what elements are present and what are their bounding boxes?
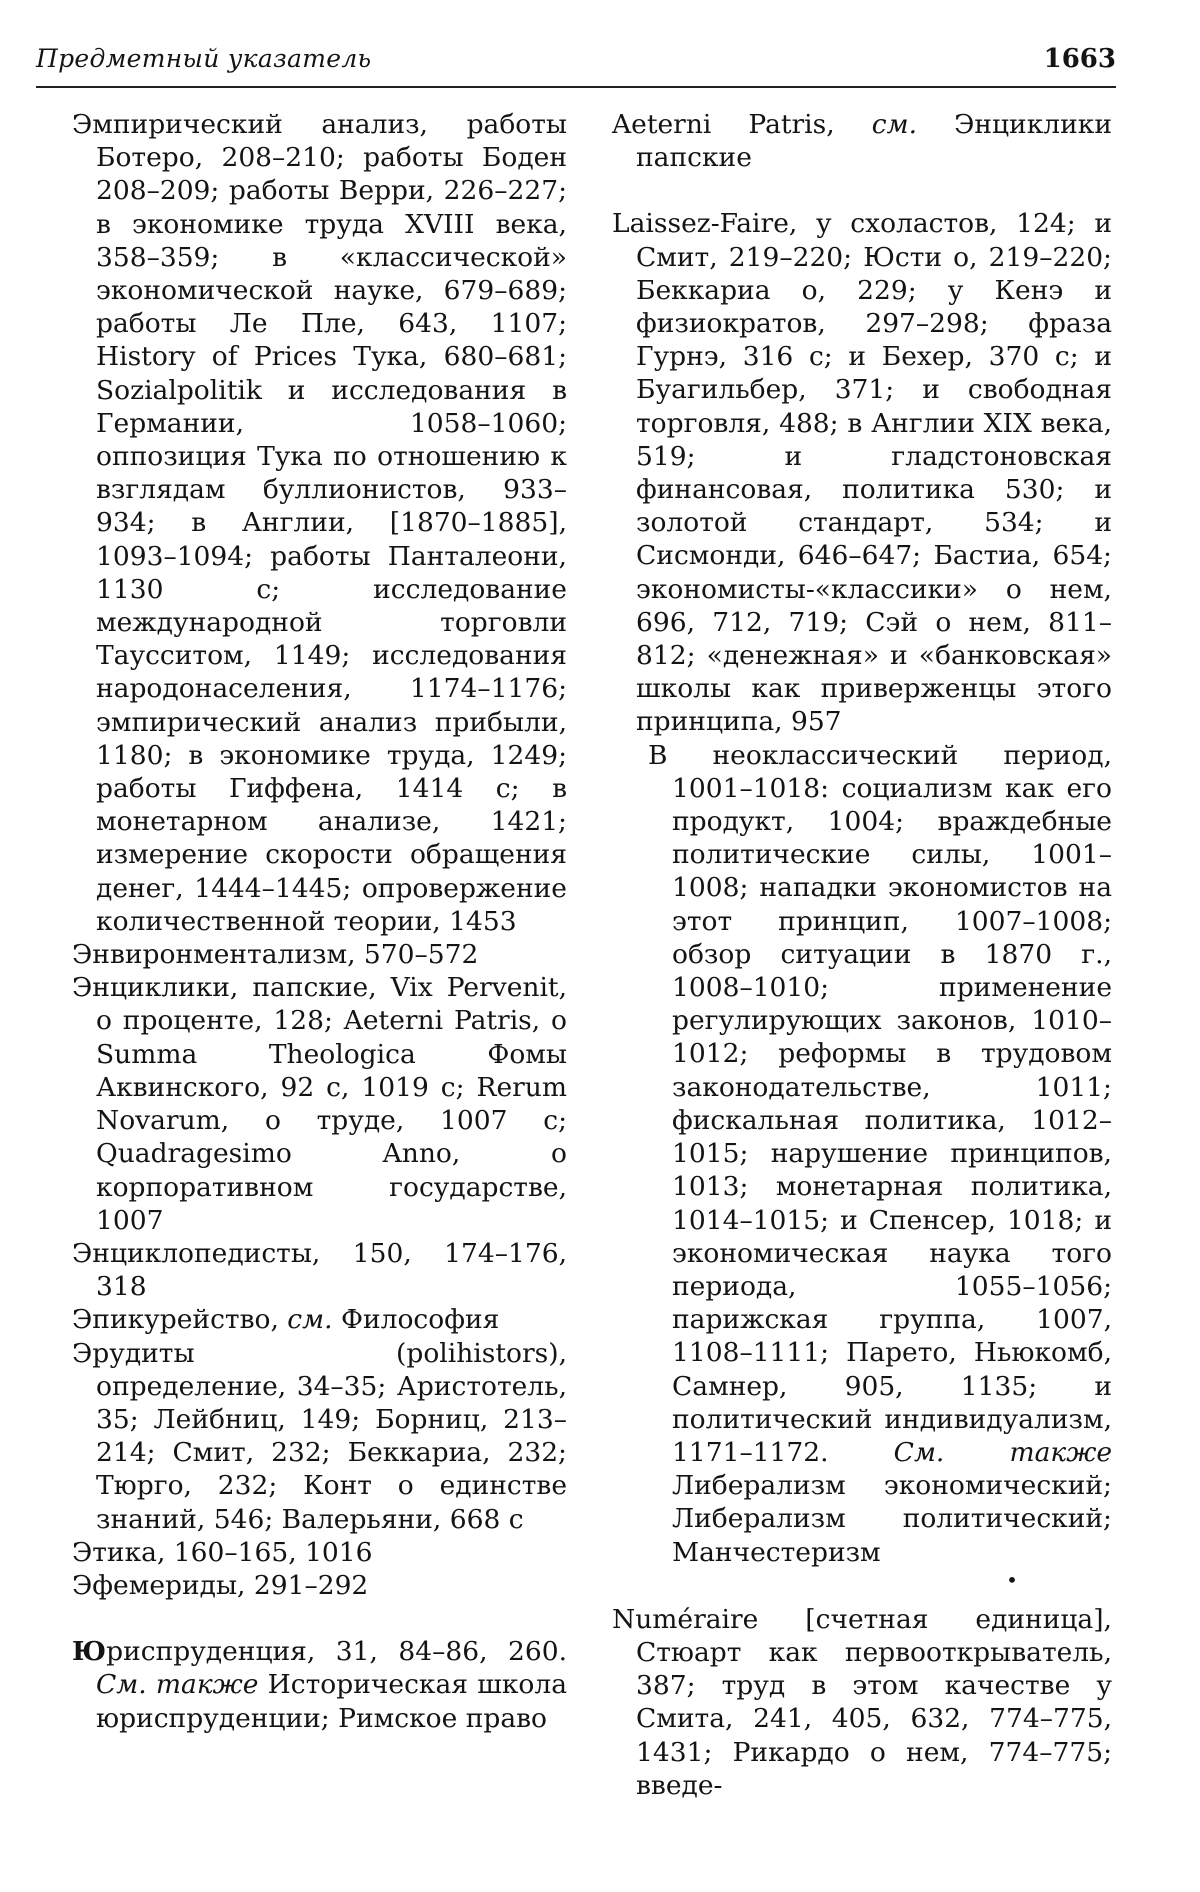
page-number: 1663 [1044, 44, 1116, 74]
running-header [36, 40, 1116, 90]
index-entry-environmentalism: Энвиронментализм, 570–572 [72, 938, 567, 971]
index-entry-empirical-analysis: Эмпирический анализ, работы Ботеро, 208–210; работы Боден 208–209; работы Верри, 226–227; в экономике труда XVIII века, 358–359; в «классической» экономической науке, 679–689; работы Ле Пле, 643, 1107; History of Prices Тука, 680–681; Sozialpolitik и исследования в Германии, 1058–1060; оппозиция Тука по отношению к взглядам буллионистов, 933–934; в Англии, [1870–1885], 1093–1094; работы Панталеони, 1130 с; исследование международной торговли Таусситом, 1149; исследования народонаселения, 1174–1176; эмпирический анализ прибыли, 1180; в экономике труда, 1249; работы Гиффена, 1414 с; в монетарном анализе, 1421; измерение скорости обращения денег, 1444–1445; опровержение количественной теории, 1453 [72, 108, 567, 938]
index-entry-epicureanism [72, 1303, 567, 1336]
cross-reference-target: Либерализм экономический; Либерализм политический; Манчестеризм [672, 1470, 1112, 1567]
index-entry-aeterni-patris [612, 108, 1112, 174]
section-initial-letter: Ю [72, 1636, 106, 1667]
cross-reference-marker: См. также [96, 1669, 258, 1700]
index-entry-ethics: Этика, 160–165, 1016 [72, 1536, 567, 1569]
cross-reference-target: Философия [333, 1304, 500, 1335]
index-entry-ephemerides: Эфемериды, 291–292 [72, 1569, 567, 1602]
header-rule [36, 86, 1116, 88]
cross-reference-marker: См. также [894, 1437, 1112, 1468]
index-entry-erudites: Эрудиты (polihistors), определение, 34–35; Аристотель, 35; Лейбниц, 149; Борниц, 213–214; Смит, 232; Беккариа, 232; Тюрго, 232; Конт о единстве знаний, 546; Валерьяни, 668 с [72, 1337, 567, 1536]
index-column-right [612, 108, 1112, 1802]
section-gap [612, 1591, 1112, 1603]
cross-reference-target: Энциклики папские [636, 109, 1112, 173]
separator-mark: • [612, 1569, 1112, 1591]
section-gap [612, 174, 1112, 207]
cross-reference-marker: см. [872, 109, 917, 140]
entry-term: Aeterni Patris, [612, 109, 872, 140]
running-title: Предметный указатель [36, 44, 371, 73]
section-gap [72, 1602, 567, 1635]
index-entry-laissez-faire: Laissez-Faire, у схоластов, 124; и Смит, 219–220; Юсти о, 219–220; Беккариа о, 229; у Кенэ и физиократов, 297–298; фраза Гурнэ, 316 с; и Бехер, 370 с; и Буагильбер, 371; и свободная торговля, 488; в Англии XIX века, 519; и гладстоновская финансовая, политика 530; и золотой стандарт, 534; и Сисмонди, 646–647; Бастиа, 654; экономисты-«классики» о нем, 696, 712, 719; Сэй о нем, 811–812; «денежная» и «банковская» школы как приверженцы этого принципа, 957 [612, 207, 1112, 738]
index-entry-numeraire: Numéraire [счетная единица], Стюарт как первооткрыватель, 387; труд в этом качестве у Смита, 241, 405, 632, 774–775, 1431; Рикардо о нем, 774–775; введе- [612, 1603, 1112, 1802]
entry-term: Эпикурейство, [72, 1304, 287, 1335]
entry-text: риспруденция, 31, 84–86, 260. [106, 1636, 567, 1667]
cross-reference-target: Историческая школа юриспруденции; Римское право [96, 1669, 567, 1733]
subentry-text: В неоклассический период, 1001–1018: социализм как его продукт, 1004; враждебные политические силы, 1001–1008; нападки экономистов на этот принцип, 1007–1008; обзор ситуации в 1870 г., 1008–1010; применение регулирующих законов, 1010–1012; реформы в трудовом законодательстве, 1011; фискальная политика, 1012–1015; нарушение принципов, 1013; монетарная политика, 1014–1015; и Спенсер, 1018; и экономическая наука того периода, 1055–1056; парижская группа, 1007, 1108–1111; Парето, Ньюкомб, Самнер, 905, 1135; и политический индивидуализм, 1171–1172. [648, 740, 1112, 1468]
index-entry-encyclicals: Энциклики, папские, Vix Pervenit, о проценте, 128; Aeterni Patris, о Summa Theologica Фомы Аквинского, 92 с, 1019 с; Rerum Novarum, о труде, 1007 с; Quadragesimo Anno, о корпоративном государстве, 1007 [72, 971, 567, 1237]
index-page [0, 0, 1200, 1892]
index-entry-encyclopedists: Энциклопедисты, 150, 174–176, 318 [72, 1237, 567, 1303]
index-subentry-neoclassical [612, 739, 1112, 1569]
index-entry-jurisprudence [72, 1635, 567, 1735]
index-column-left [72, 108, 567, 1735]
cross-reference-marker: см. [287, 1304, 332, 1335]
